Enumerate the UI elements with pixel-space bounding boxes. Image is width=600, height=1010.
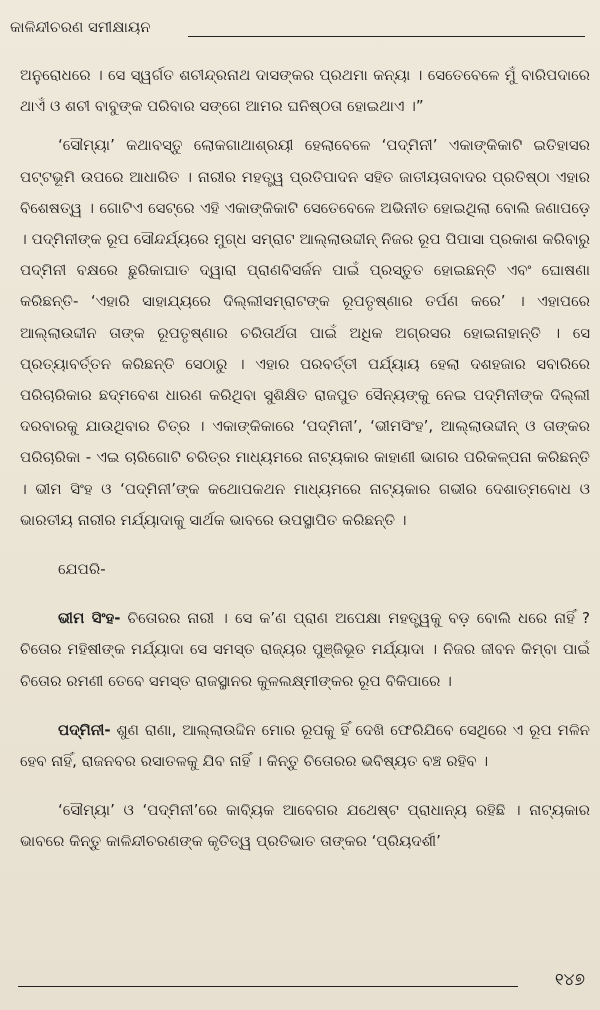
page-number: ୧୪୭: [554, 970, 585, 990]
dialogue-bhima-singh: [20, 603, 590, 697]
paragraph-main: ‘ସୌମ୍ୟା’ କଥାବସ୍ତୁ ଲୋକଗାଥାଶ୍ରୟୀ ହେଲାବେଳେ ‘ପଦ୍ମିନୀ’ ଏକାଙ୍କିକାଟି ଇତିହାସର ପଟ୍ଟଭୂମି ଉପରେ ଆଧାରିତ । ନାରୀର ମହତ୍ତ୍ୱ ପ୍ରତିପାଦନ ସହିତ ଜାତୀୟତାବାଦର ପ୍ରତିଷ୍ଠା ଏହାର ବିଶେଷତ୍ୱ । ଗୋଟିଏ ସେଟ୍‌ରେ ଏହି ଏକାଙ୍କିକାଟି ସେତେବେଳେ ଅଭିନୀତ ହୋଇଥିଲା ବୋଲି ଜଣାପଡ଼େ । ପଦ୍ମିନୀଙ୍କ ରୂପ ସୌନ୍ଦର୍ଯ୍ୟରେ ମୁଗ୍ଧ ସମ୍ରାଟ ଆଲ୍ଲାଉଦ୍ଦୀନ୍ ନିଜର ରୂପ ପିପାସା ପ୍ରକାଶ କରିବାରୁ ପଦ୍ମିନୀ ବକ୍ଷରେ ଛୁରିକାଘାତ ଦ୍ୱାରା ପ୍ରାଣବିସର୍ଜନ ପାଇଁ ପ୍ରସ୍ତୁତ ହୋଇଛନ୍ତି ଏବଂ ଘୋଷଣା କରିଛନ୍ତି- ‘ଏହାରି ସାହାଯ୍ୟରେ ଦିଲ୍ଲୀସମ୍ରାଟଙ୍କ ରୂପତୃଷ୍ଣାର ତର୍ପଣ କରେ’ । ଏହାପରେ ଆଲ୍ଲାଉଦ୍ଦୀନ ତାଙ୍କ ରୂପତୃଷ୍ଣାର ଚରିତାର୍ଥତା ପାଇଁ ଅଧିକ ଅଗ୍ରସର ହୋଇନାହାନ୍ତି । ସେ ପ୍ରତ୍ୟାବର୍ତ୍ତନ କରିଛନ୍ତି ସେଠାରୁ । ଏହାର ପରବର୍ତ୍ତୀ ପର୍ଯ୍ୟାୟ ହେଲା ଦଶହଜାର ସବାରିରେ ପରିଚାରିକାର ଛଦ୍ମବେଶ ଧାରଣ କରିଥିବା ସୁଶିକ୍ଷିତ ରାଜପୁତ ସୈନ୍ୟଙ୍କୁ ନେଇ ପଦ୍ମିନୀଙ୍କ ଦିଲ୍ଲୀ ଦରବାରକୁ ଯାଉଥିବାର ଚିତ୍ର । ଏକାଙ୍କିକାରେ ‘ପଦ୍ମିନୀ’, ‘ଭୀମସିଂହ’, ଆଲ୍ଲାଉଦ୍ଦୀନ୍ ଓ ତାଙ୍କର ପରିଚାରିକା - ଏଇ ଚାରିଗୋଟି ଚରିତ୍ର ମାଧ୍ୟମରେ ନାଟ୍ୟକାର କାହାଣୀ ଭାଗର ପରିକଳ୍ପନା କରିଛନ୍ତି । ଭୀମ ସିଂହ ଓ ‘ପଦ୍ମିନୀ’ଙ୍କ କଥୋପକଥନ ମାଧ୍ୟମରେ ନାଟ୍ୟକାର ଗଭୀର ଦେଶାତ୍ମବୋଧ ଓ ଭାରତୀୟ ନାରୀର ମର୍ଯ୍ୟାଦାକୁ ସାର୍ଥକ ଭାବରେ ଉପସ୍ଥାପିତ କରିଛନ୍ତି ।: [20, 136, 590, 529]
running-header-title: କାଳିନ୍ଦୀଚରଣ ସମୀକ୍ଷାୟନ: [10, 18, 151, 36]
page-footer: [18, 968, 585, 996]
example-intro: ଯେପରି-: [58, 560, 106, 579]
paragraph-continuation: ଅନୁରୋଧରେ । ସେ ସ୍ୱର୍ଗତ ଶଚୀନ୍ଦ୍ରନାଥ ଦାସଙ୍କର ପ୍ରଥମା କନ୍ୟା । ସେତେବେଳେ ମୁଁ ବାରିପଦାରେ ଥାଏଁ ଓ ଶଚୀ ବାବୁଙ୍କ ପରିବାର ସଙ୍ଗେ ଆମର ଘନିଷ୍ଠତା ହୋଇଥାଏ ।”: [20, 66, 590, 116]
paragraph-closing: ‘ସୌମ୍ୟା’ ଓ ‘ପଦ୍ମିନୀ’ରେ କାବ୍ୟିକ ଆବେଗର ଯଥେଷ୍ଟ ପ୍ରାଧାନ୍ୟ ରହିଛି । ନାଟ୍ୟକାର ଭାବରେ କିନ୍ତୁ କାଳିନ୍ଦୀଚରଣଙ୍କ କୃତିତ୍ୱ ପ୍ରତିଭାତ ତାଙ୍କର ‘ପ୍ରିୟଦର୍ଶୀ’: [20, 801, 590, 851]
header-rule: [188, 36, 585, 37]
footer-rule: [18, 986, 518, 987]
dialogue-speaker: ଭୀମ ସିଂହ-: [58, 609, 121, 628]
page-body: [20, 60, 590, 858]
dialogue-text: ଶୁଣ ରାଣା, ଆଲ୍ଲାଉଦ୍ଦିନ ମୋର ରୂପକୁ ହିଁ ଦେଖି ଫେରିଯିବେ ସେଥିରେ ଏ ରୂପ ମଳିନ ହେବ ନାହିଁ, ରାଜନବର ରସାତଳକୁ ଯିବ ନାହିଁ । କିନ୍ତୁ ଚିତୋରର ଭବିଷ୍ୟତ ବଞ୍ଚ ରହିବ ।: [20, 720, 590, 771]
dialogue-padmini: [20, 715, 590, 777]
dialogue-speaker: ପଦ୍ମିନୀ-: [58, 720, 111, 739]
dialogue-text: ଚିତୋରର ନାରୀ । ସେ କ’ଣ ପ୍ରାଣ ଅପେକ୍ଷା ମହତ୍ତ୍ୱକୁ ବଡ଼ ବୋଲି ଧରେ ନାହିଁ ? ଚିତୋର ମହିଷୀଙ୍କ ମର୍ଯ୍ୟାଦା ସେ ସମସ୍ତ ରାଜ୍ୟର ପୁଞ୍ଜିଭୂତ ମର୍ଯ୍ୟାଦା । ନିଜର ଜୀବନ କିମ୍ବା ପାଇଁ ଚିତୋର ରମଣୀ ତେବେ ସମସ୍ତ ରାଜସ୍ଥାନର କୁଳଲକ୍ଷ୍ମୀଙ୍କର ରୂପ ବିକିପାରେ ।: [20, 609, 590, 690]
running-header: [10, 18, 585, 44]
